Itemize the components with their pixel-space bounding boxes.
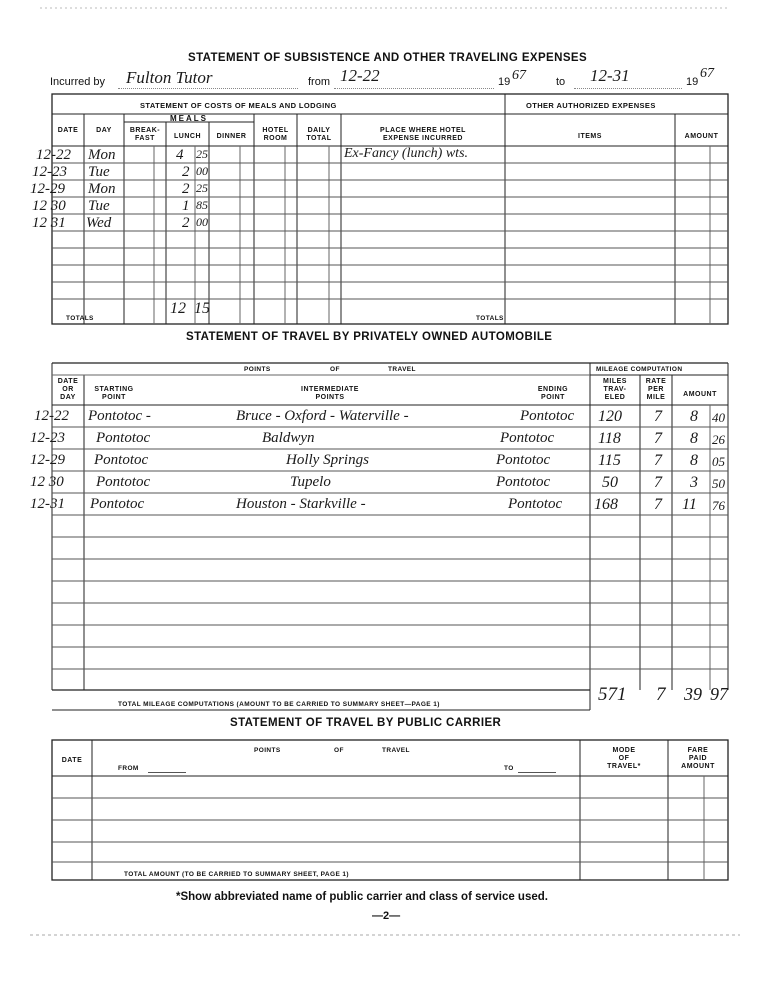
meals-col-dinner: DINNER bbox=[216, 133, 247, 140]
other-expenses-title: OTHER AUTHORIZED EXPENSES bbox=[526, 101, 656, 110]
auto-row-start[interactable]: Pontotoc - bbox=[88, 408, 151, 424]
auto-row-date[interactable]: 12 30 bbox=[30, 474, 64, 490]
carrier-col-date: DATE bbox=[61, 757, 83, 764]
auto-row-start[interactable]: Pontotoc bbox=[96, 430, 151, 446]
auto-col-amount: AMOUNT bbox=[683, 391, 717, 398]
carrier-col-mode: MODE OF TRAVEL* bbox=[607, 747, 641, 770]
incurred-by-value[interactable]: Fulton Tutor bbox=[126, 68, 213, 87]
year-prefix-2: 19 bbox=[686, 76, 699, 88]
meals-col-place: PLACE WHERE HOTEL EXPENSE INCURRED bbox=[380, 127, 466, 142]
meals-row-date[interactable]: 12-23 bbox=[32, 164, 67, 180]
meals-row-day[interactable]: Tue bbox=[88, 198, 110, 214]
auto-row-start[interactable]: Pontotoc bbox=[96, 474, 151, 490]
auto-row-end[interactable]: Pontotoc bbox=[496, 474, 551, 490]
meals-section-title: STATEMENT OF COSTS OF MEALS AND LODGING bbox=[140, 101, 337, 110]
auto-row-amount-cents[interactable]: 50 bbox=[712, 476, 725, 491]
meals-col-daily-total: DAILY TOTAL bbox=[306, 127, 332, 142]
meals-col-group: MEALS bbox=[170, 114, 208, 123]
auto-row-end[interactable]: Pontotoc bbox=[508, 496, 563, 512]
carrier-of-label: OF bbox=[334, 747, 344, 754]
auto-section-title: STATEMENT OF TRAVEL BY PRIVATELY OWNED AUTOMOBILE bbox=[186, 331, 553, 343]
form-title: STATEMENT OF SUBSISTENCE AND OTHER TRAVELING EXPENSES bbox=[188, 52, 588, 64]
auto-travel-label: TRAVEL bbox=[388, 366, 416, 373]
other-totals-label: TOTALS bbox=[476, 315, 504, 322]
auto-row-amount-dollars[interactable]: 8 bbox=[690, 408, 698, 425]
from-line bbox=[334, 88, 494, 89]
year-value-1[interactable]: 67 bbox=[512, 68, 526, 83]
meals-col-date: DATE bbox=[57, 127, 79, 134]
auto-total-amount-cents[interactable]: 97 bbox=[710, 684, 728, 704]
meals-row-lunch-cents[interactable]: 25 bbox=[196, 147, 208, 161]
auto-total-miles[interactable]: 571 bbox=[598, 684, 627, 705]
auto-row-intermediate[interactable]: Houston - Starkville - bbox=[236, 496, 366, 512]
carrier-to-line bbox=[518, 772, 556, 773]
meals-col-hotel: HOTEL ROOM bbox=[262, 127, 289, 142]
meals-row-day[interactable]: Mon bbox=[88, 147, 116, 163]
carrier-travel-label: TRAVEL bbox=[382, 747, 410, 754]
incurred-by-line bbox=[118, 88, 298, 89]
auto-row-intermediate[interactable]: Baldwyn bbox=[262, 430, 315, 446]
meals-row-lunch-cents[interactable]: 00 bbox=[196, 215, 208, 229]
auto-row-start[interactable]: Pontotoc bbox=[94, 452, 149, 468]
meals-row-lunch-dollars[interactable]: 4 bbox=[176, 147, 184, 163]
carrier-points-label: POINTS bbox=[254, 747, 281, 754]
auto-row-miles[interactable]: 168 bbox=[594, 496, 618, 513]
auto-row-miles[interactable]: 115 bbox=[598, 452, 621, 469]
auto-row-intermediate[interactable]: Bruce - Oxford - Waterville - bbox=[236, 408, 409, 424]
auto-points-label: POINTS bbox=[244, 366, 271, 373]
from-date-value[interactable]: 12-22 bbox=[340, 66, 380, 85]
auto-row-date[interactable]: 12-22 bbox=[34, 408, 69, 424]
auto-total-label: TOTAL MILEAGE COMPUTATIONS (AMOUNT TO BE CARRIED TO SUMMARY SHEET—PAGE 1) bbox=[118, 701, 440, 708]
meals-col-lunch: LUNCH bbox=[174, 133, 201, 140]
footer-note: *Show abbreviated name of public carrier and class of service used. bbox=[176, 891, 548, 903]
auto-row-miles[interactable]: 50 bbox=[602, 474, 618, 491]
auto-row-date[interactable]: 12-23 bbox=[30, 430, 65, 446]
carrier-col-fare: FARE PAID AMOUNT bbox=[681, 747, 715, 770]
meals-row-day[interactable]: Wed bbox=[86, 215, 112, 231]
meals-row-lunch-cents[interactable]: 25 bbox=[196, 181, 208, 195]
auto-row-date[interactable]: 12-29 bbox=[30, 452, 65, 468]
page-number: —2— bbox=[372, 910, 401, 922]
auto-row-amount-dollars[interactable]: 3 bbox=[690, 474, 698, 491]
auto-col-intermediate: INTERMEDIATE POINTS bbox=[301, 386, 359, 401]
auto-row-amount-cents[interactable]: 26 bbox=[712, 432, 725, 447]
auto-row-amount-cents[interactable]: 40 bbox=[712, 410, 725, 425]
auto-col-miles: MILES TRAV- ELED bbox=[603, 378, 627, 401]
carrier-from-line bbox=[148, 772, 186, 773]
auto-row-end[interactable]: Pontotoc bbox=[520, 408, 575, 424]
meals-row-lunch-dollars[interactable]: 2 bbox=[182, 215, 190, 231]
auto-row-rate[interactable]: 7 bbox=[654, 408, 662, 425]
meals-col-day: DAY bbox=[96, 127, 112, 134]
meals-row-day[interactable]: Tue bbox=[88, 164, 110, 180]
carrier-from-label: FROM bbox=[118, 765, 139, 772]
auto-mileage-label: MILEAGE COMPUTATION bbox=[596, 366, 683, 373]
meals-row-date[interactable]: 12-22 bbox=[36, 147, 71, 163]
auto-row-end[interactable]: Pontotoc bbox=[496, 452, 551, 468]
meals-col-breakfast: BREAK- FAST bbox=[129, 127, 161, 142]
to-line bbox=[574, 88, 682, 89]
carrier-to-label: TO bbox=[504, 765, 514, 772]
meals-col-items: ITEMS bbox=[578, 133, 602, 140]
year-value-2[interactable]: 67 bbox=[700, 66, 714, 81]
meals-col-amount: AMOUNT bbox=[684, 133, 719, 140]
auto-row-rate[interactable]: 7 bbox=[654, 430, 662, 447]
auto-row-miles[interactable]: 118 bbox=[598, 430, 621, 447]
carrier-section-title: STATEMENT OF TRAVEL BY PUBLIC CARRIER bbox=[230, 717, 502, 729]
auto-row-miles[interactable]: 120 bbox=[598, 408, 622, 425]
auto-row-amount-cents[interactable]: 76 bbox=[712, 498, 725, 513]
meals-row-lunch-cents[interactable]: 00 bbox=[196, 164, 208, 178]
from-label: from bbox=[308, 76, 330, 88]
auto-row-intermediate[interactable]: Holly Springs bbox=[286, 452, 369, 468]
meals-row-date[interactable]: 12 30 bbox=[32, 198, 66, 214]
meals-row-day[interactable]: Mon bbox=[88, 181, 116, 197]
meals-row-lunch-dollars[interactable]: 1 bbox=[182, 198, 190, 214]
meals-row-place[interactable]: Ex-Fancy (lunch) wts. bbox=[344, 146, 469, 161]
meals-totals-label: TOTALS bbox=[66, 315, 94, 322]
auto-col-start: STARTING POINT bbox=[94, 386, 134, 401]
carrier-total-label: TOTAL AMOUNT (TO BE CARRIED TO SUMMARY SHEET, PAGE 1) bbox=[124, 871, 350, 878]
to-date-value[interactable]: 12-31 bbox=[590, 66, 630, 85]
meals-totals-lunch-dollars[interactable]: 12 bbox=[170, 300, 186, 317]
year-prefix-1: 19 bbox=[498, 76, 511, 88]
auto-row-amount-dollars[interactable]: 8 bbox=[690, 430, 698, 447]
auto-col-end: ENDING POINT bbox=[537, 386, 569, 401]
incurred-by-label: Incurred by bbox=[50, 76, 106, 88]
auto-row-rate[interactable]: 7 bbox=[654, 496, 662, 513]
meals-row-date[interactable]: 12-29 bbox=[30, 181, 65, 197]
auto-row-amount-cents[interactable]: 05 bbox=[712, 454, 725, 469]
auto-row-start[interactable]: Pontotoc bbox=[90, 496, 145, 512]
meals-row-lunch-dollars[interactable]: 2 bbox=[182, 164, 190, 180]
meals-totals-lunch-cents[interactable]: 15 bbox=[194, 300, 210, 317]
auto-row-rate[interactable]: 7 bbox=[654, 474, 662, 491]
auto-col-date: DATE OR DAY bbox=[57, 378, 79, 401]
auto-row-rate[interactable]: 7 bbox=[654, 452, 662, 469]
auto-col-rate: RATE PER MILE bbox=[645, 378, 667, 401]
auto-total-amount-dollars[interactable]: 39 bbox=[684, 684, 702, 704]
meals-row-date[interactable]: 12 31 bbox=[32, 215, 66, 231]
auto-row-end[interactable]: Pontotoc bbox=[500, 430, 555, 446]
auto-row-intermediate[interactable]: Tupelo bbox=[290, 474, 331, 490]
auto-row-amount-dollars[interactable]: 11 bbox=[682, 496, 697, 513]
auto-of-label: OF bbox=[330, 366, 340, 373]
auto-row-amount-dollars[interactable]: 8 bbox=[690, 452, 698, 469]
meals-row-lunch-dollars[interactable]: 2 bbox=[182, 181, 190, 197]
auto-total-rate[interactable]: 7 bbox=[656, 684, 666, 705]
meals-row-lunch-cents[interactable]: 85 bbox=[196, 198, 208, 212]
auto-row-date[interactable]: 12-31 bbox=[30, 496, 65, 512]
to-label: to bbox=[556, 76, 566, 88]
